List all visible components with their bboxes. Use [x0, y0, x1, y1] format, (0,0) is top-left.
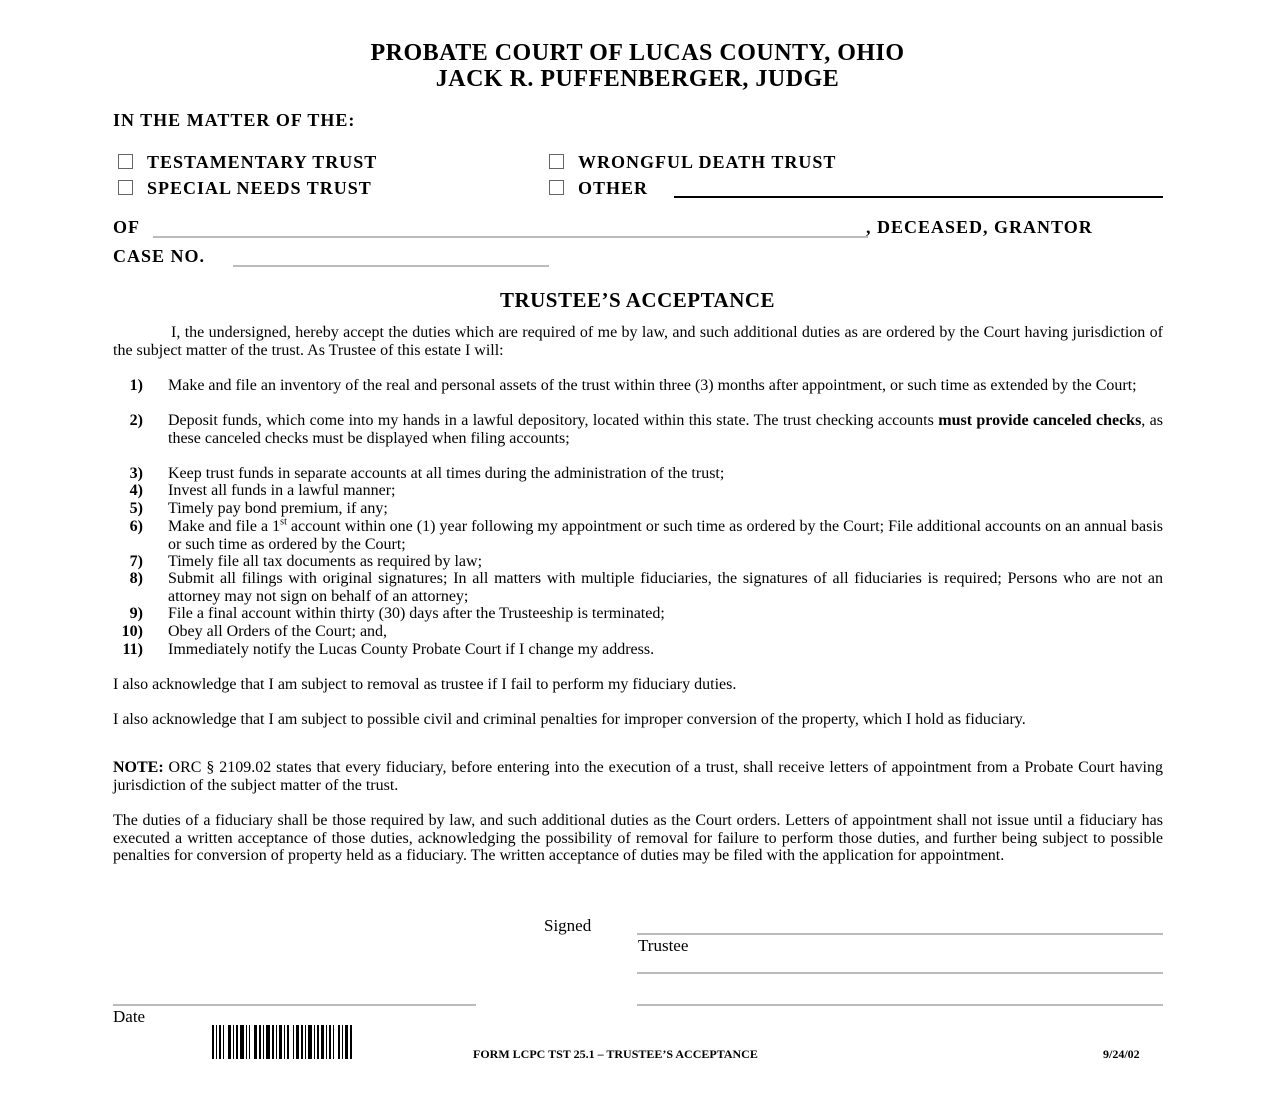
duty-number: 1)	[129, 377, 143, 394]
grantor-name-input[interactable]	[153, 222, 868, 238]
duty-number: 3)	[129, 465, 143, 482]
checkbox-wrongful-death-trust[interactable]	[549, 154, 564, 169]
duty-text: Timely pay bond premium, if any;	[168, 500, 388, 517]
duty-text-part: account within one (1) year following my appointment or such time as ordered by the Court; File additional accounts on an annual basis or such time as ordered by the Court;	[168, 518, 1163, 553]
barcode-icon	[212, 1025, 354, 1059]
date-label: Date	[113, 1007, 146, 1026]
duty-number: 11)	[122, 641, 143, 658]
note-label: NOTE:	[113, 759, 164, 776]
duty-text: Make and file an inventory of the real and personal assets of the trust within three (3) months after appointment, or such time as extended by the Court;	[168, 377, 1137, 394]
intro-paragraph: I, the undersigned, hereby accept the duties which are required of me by law, and such additional duties as are ordered by the Court having jurisdiction of the subject matter of the trust. As Trustee of this estate I will:	[113, 324, 1163, 359]
duty-text: Keep trust funds in separate accounts at all times during the administration of the trust;	[168, 465, 725, 482]
form-date: 9/24/02	[1103, 1047, 1140, 1061]
note-text: ORC § 2109.02 states that every fiduciary, before entering into the execution of a trust, shall receive letters of appointment from a Probate Court having jurisdiction of the subject matter of the trust.	[113, 759, 1163, 794]
date-line[interactable]	[113, 1004, 476, 1006]
form-title: TRUSTEE’S ACCEPTANCE	[499, 288, 776, 312]
option-label: TESTAMENTARY TRUST	[147, 152, 378, 172]
other-input[interactable]	[674, 182, 1163, 198]
duty-number: 2)	[129, 412, 143, 429]
ordinal-suffix: st	[280, 516, 287, 528]
duty-text: Timely file all tax documents as required by law;	[168, 553, 483, 570]
fiduciary-duties-paragraph: The duties of a fiduciary shall be those required by law, and such additional duties as the Court orders. Letters of appointment shall not issue until a fiduciary has executed a written acceptance of those duties, acknowledging the possibility of removal for failure to perform those duties, and further being subject to possible penalties for conversion of property held as a fiduciary. The written acceptance of duties may be filed with the application for appointment.	[113, 812, 1163, 864]
trustee-address-line-2[interactable]	[637, 1004, 1163, 1006]
acknowledge-removal: I also acknowledge that I am subject to removal as trustee if I fail to perform my fiduciary duties.	[113, 676, 737, 693]
deceased-grantor-label: , DECEASED, GRANTOR	[866, 217, 1093, 237]
acknowledge-penalties: I also acknowledge that I am subject to possible civil and criminal penalties for improper conversion of the property, which I hold as fiduciary.	[113, 711, 1026, 728]
trustee-address-line-1[interactable]	[637, 972, 1163, 974]
duty-text	[168, 518, 1163, 553]
duty-text: Invest all funds in a lawful manner;	[168, 482, 396, 499]
option-testamentary-trust[interactable]	[118, 152, 377, 173]
checkbox-testamentary-trust[interactable]	[118, 154, 133, 169]
duty-text-part: Make and file a 1	[168, 518, 281, 535]
form-name: FORM LCPC TST 25.1 – TRUSTEE’S ACCEPTANCE	[473, 1047, 758, 1061]
signature-line[interactable]	[637, 933, 1163, 935]
duty-text: Submit all filings with original signatures; In all matters with multiple fiduciaries, the signatures of all fiduciaries is required; Persons who are not an attorney may not sign on behalf of an attorney;	[168, 570, 1163, 605]
note-paragraph	[113, 759, 1163, 794]
option-other[interactable]	[549, 178, 648, 199]
option-label: WRONGFUL DEATH TRUST	[578, 152, 837, 172]
option-wrongful-death-trust[interactable]	[549, 152, 836, 173]
duty-number: 4)	[129, 482, 143, 499]
option-special-needs-trust[interactable]	[118, 178, 372, 199]
duty-number: 6)	[129, 518, 143, 535]
checkbox-special-needs-trust[interactable]	[118, 180, 133, 195]
duty-number: 9)	[129, 605, 143, 622]
matter-label: IN THE MATTER OF THE:	[113, 110, 356, 130]
court-title: PROBATE COURT OF LUCAS COUNTY, OHIO	[370, 40, 905, 66]
duty-text: Immediately notify the Lucas County Probate Court if I change my address.	[168, 641, 655, 658]
signed-label: Signed	[544, 916, 592, 935]
duty-text-emphasis: must provide canceled checks	[938, 412, 1142, 429]
option-label: OTHER	[578, 178, 649, 198]
duty-text-part: , as these canceled checks must be displayed when filing accounts;	[168, 412, 1164, 447]
duty-text: Obey all Orders of the Court; and,	[168, 623, 388, 640]
duty-number: 5)	[129, 500, 143, 517]
duty-number: 7)	[129, 553, 143, 570]
judge-name: JACK R. PUFFENBERGER, JUDGE	[435, 66, 840, 92]
duty-number: 8)	[129, 570, 143, 587]
option-label: SPECIAL NEEDS TRUST	[147, 178, 372, 198]
case-no-label: CASE NO.	[113, 246, 206, 266]
case-no-input[interactable]	[233, 251, 549, 267]
checkbox-other[interactable]	[549, 180, 564, 195]
duty-number: 10)	[121, 623, 143, 640]
duty-text	[168, 412, 1163, 447]
duty-text: File a final account within thirty (30) days after the Trusteeship is terminated;	[168, 605, 665, 622]
duty-text-part: Deposit funds, which come into my hands in a lawful depository, located within this state. The trust checking accounts	[168, 412, 939, 429]
of-label: OF	[113, 217, 140, 237]
trustee-label: Trustee	[638, 936, 689, 955]
